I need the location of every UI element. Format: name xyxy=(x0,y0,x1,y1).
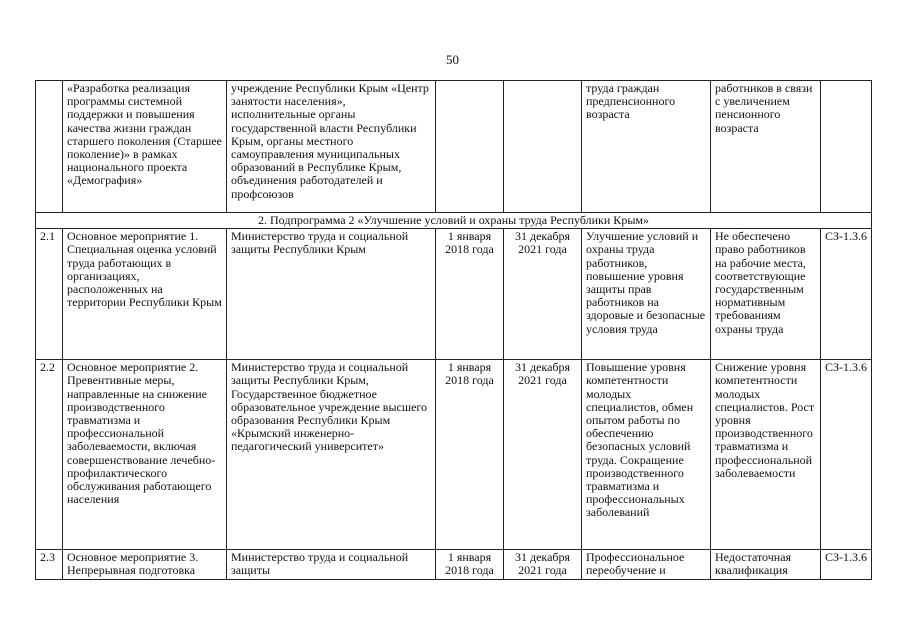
cell-start: 1 января 2018 года xyxy=(436,229,504,360)
cell-consequence: Не обеспечено право работников на рабочие места, соответствующие государственным нормативным требованиям охраны труда xyxy=(711,229,821,360)
cell-executor: учреждение Республики Крым «Центр занятости населения», исполнительные органы государственной власти Республики Крым, органы местного самоуправления муниципальных образований в Республике Крым, объединения работодателей и профсоюзов xyxy=(227,81,436,213)
cell-code xyxy=(821,81,872,213)
table-row xyxy=(36,550,872,580)
cell-executor: Министерство труда и социальной защиты xyxy=(227,550,436,580)
cell-consequence: Недостаточная квалификация xyxy=(711,550,821,580)
cell-name: «Разработка реализация программы системной поддержки и повышения качества жизни граждан старшего поколения (Старшее поколение)» в рамках национального проекта «Демография» xyxy=(63,81,227,213)
cell-executor: Министерство труда и социальной защиты Республики Крым, Государственное бюджетное образовательное учреждение высшего образования Республики Крым «Крымский инженерно-педагогический университет» xyxy=(227,360,436,550)
subprogram-heading: 2. Подпрограмма 2 «Улучшение условий и охраны труда Республики Крым» xyxy=(36,213,872,229)
table-row-continuation xyxy=(36,81,872,213)
program-table xyxy=(35,80,872,580)
cell-name: Основное мероприятие 3. Непрерывная подготовка xyxy=(63,550,227,580)
cell-name: Основное мероприятие 2. Превентивные меры, направленные на снижение производственного травматизма и профессиональной заболеваемости, включая совершенствование лечебно-профилактического обслуживания работающего населения xyxy=(63,360,227,550)
cell-end xyxy=(504,81,582,213)
cell-num: 2.2 xyxy=(36,360,63,550)
cell-end: 31 декабря 2021 года xyxy=(504,360,582,550)
cell-consequence: Снижение уровня компетентности молодых специалистов. Рост уровня производственного травматизма и профессиональной заболеваемости xyxy=(711,360,821,550)
cell-end: 31 декабря 2021 года xyxy=(504,229,582,360)
cell-result: Профессиональное переобучение и xyxy=(582,550,711,580)
cell-result: Улучшение условий и охраны труда работников, повышение уровня защиты прав работников на здоровые и безопасные условия труда xyxy=(582,229,711,360)
table-row xyxy=(36,229,872,360)
cell-num: 2.3 xyxy=(36,550,63,580)
cell-num xyxy=(36,81,63,213)
cell-result: труда граждан предпенсионного возраста xyxy=(582,81,711,213)
page-number: 50 xyxy=(446,52,459,67)
cell-name: Основное мероприятие 1. Специальная оценка условий труда работающих в организациях, расположенных на территории Республики Крым xyxy=(63,229,227,360)
cell-result: Повышение уровня компетентности молодых специалистов, обмен опытом работы по обеспечению безопасных условий труда. Сокращение производственного травматизма и профессиональных заболеваний xyxy=(582,360,711,550)
cell-start: 1 января 2018 года xyxy=(436,550,504,580)
cell-consequence: работников в связи с увеличением пенсионного возраста xyxy=(711,81,821,213)
cell-code: СЗ-1.3.6 xyxy=(821,360,872,550)
cell-end: 31 декабря 2021 года xyxy=(504,550,582,580)
cell-code: СЗ-1.3.6 xyxy=(821,550,872,580)
table-row xyxy=(36,360,872,550)
cell-start: 1 января 2018 года xyxy=(436,360,504,550)
cell-executor: Министерство труда и социальной защиты Республики Крым xyxy=(227,229,436,360)
cell-code: СЗ-1.3.6 xyxy=(821,229,872,360)
subprogram-heading-row xyxy=(36,213,872,229)
cell-num: 2.1 xyxy=(36,229,63,360)
cell-start xyxy=(436,81,504,213)
